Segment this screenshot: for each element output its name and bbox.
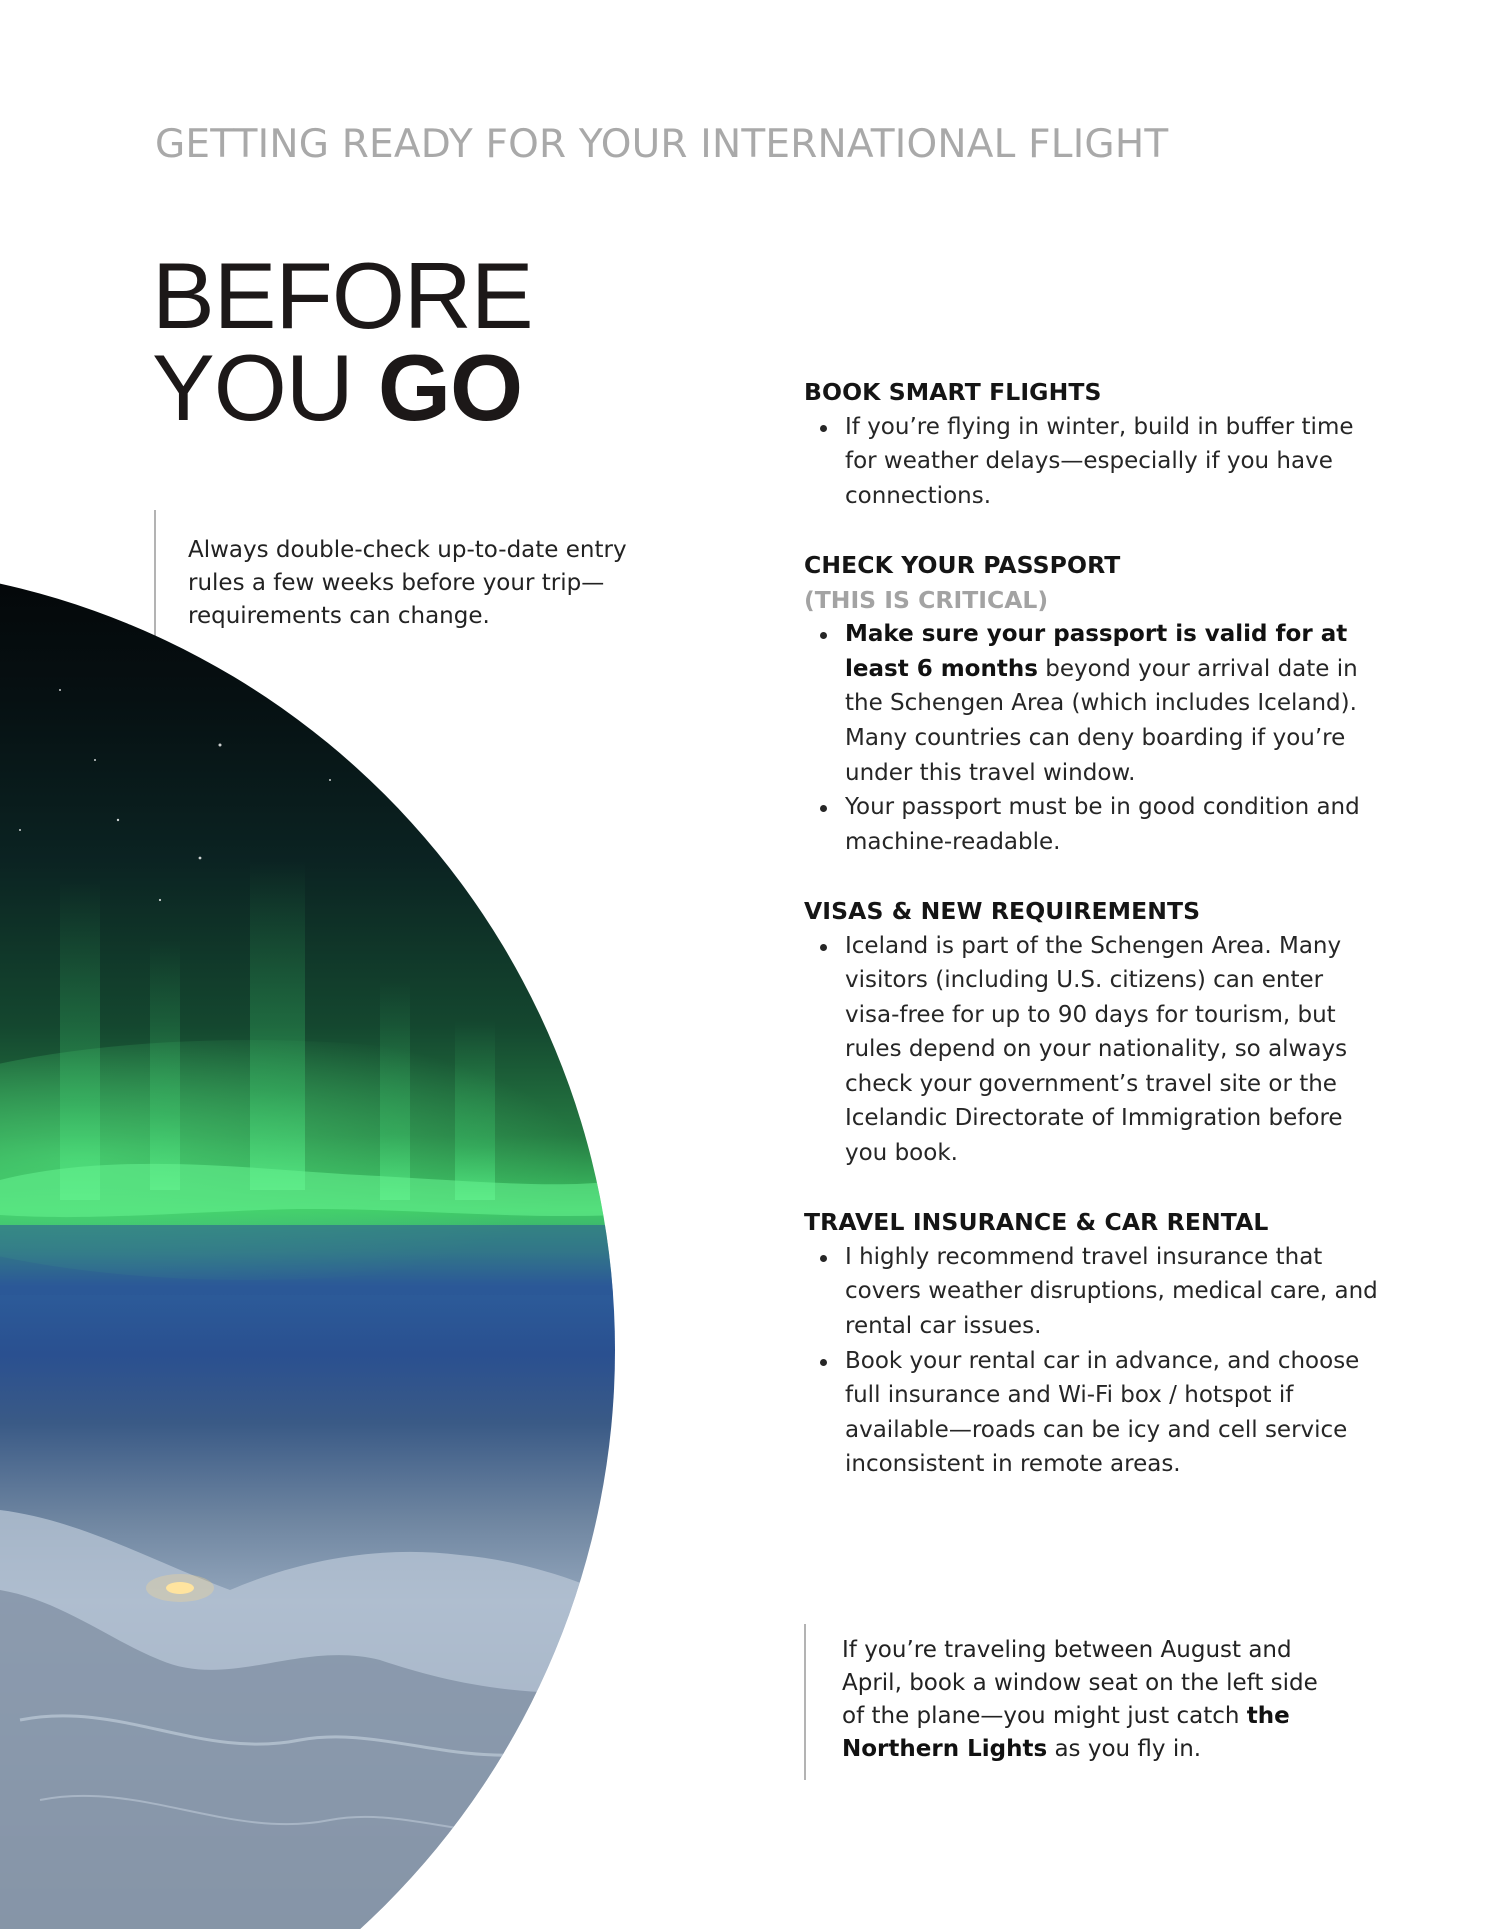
- list-item: Iceland is part of the Schengen Area. Many visitors (including U.S. citizens) can enter visa-free for up to 90 days for tourism, but rules depend on your nationality, so always check your government’s travel site or the Icelandic Directorate of Immigration before you book.: [804, 929, 1384, 1171]
- title-line-1: BEFORE: [152, 243, 533, 348]
- list-item-text: beyond your arrival date in the Schengen Area (which includes Iceland). Many countries can deny boarding if you’re under this travel window.: [845, 655, 1358, 786]
- title-bold-part: GO: [377, 335, 523, 440]
- callout-text-after: as you fly in.: [1047, 1736, 1202, 1762]
- section-heading: BOOK SMART FLIGHTS: [804, 378, 1102, 406]
- section-heading: TRAVEL INSURANCE & CAR RENTAL: [804, 1208, 1269, 1237]
- section-book-smart-flights: [804, 375, 1384, 513]
- northern-lights-text: [842, 1634, 1324, 1766]
- bullet-list: [804, 410, 1384, 514]
- section-visas: [804, 894, 1384, 1171]
- section-heading: VISAS & NEW REQUIREMENTS: [804, 896, 1201, 925]
- page-kicker: GETTING READY FOR YOUR INTERNATIONAL FLIGHT: [155, 122, 1169, 167]
- section-check-passport: [804, 548, 1384, 859]
- list-item: I highly recommend travel insurance that covers weather disruptions, medical care, and rental car issues.: [804, 1240, 1384, 1344]
- section-heading: CHECK YOUR PASSPORT: [804, 550, 1121, 579]
- list-item: Book your rental car in advance, and choose full insurance and Wi-Fi box / hotspot if available—roads can be icy and cell service inconsistent in remote areas.: [804, 1344, 1384, 1482]
- bullet-list: [804, 929, 1384, 1171]
- section-insurance-car-rental: [804, 1205, 1384, 1482]
- title-regular-part: YOU: [152, 335, 378, 440]
- bullet-list: [804, 617, 1384, 859]
- list-item: Your passport must be in good condition and machine-readable.: [804, 790, 1384, 859]
- northern-lights-callout: [804, 1624, 1324, 1780]
- callout-emphasis: the Northern Lights: [842, 1703, 1290, 1762]
- callout-text-before: If you’re traveling between August and April, book a window seat on the left side of the plane—you might just catch: [842, 1637, 1318, 1729]
- entry-rules-text: Always double-check up-to-date entry rules a few weeks before your trip—requirements can change.: [188, 537, 627, 629]
- bullet-list: [804, 1240, 1384, 1482]
- list-item: [804, 617, 1384, 790]
- emphasis-text: Make sure your passport is valid for at least 6 months: [845, 621, 1348, 682]
- checklist-content: [804, 375, 1384, 1517]
- list-item: If you’re flying in winter, build in buffer time for weather delays—especially if you have connections.: [804, 410, 1384, 514]
- section-subheading: (THIS IS CRITICAL): [804, 585, 1049, 614]
